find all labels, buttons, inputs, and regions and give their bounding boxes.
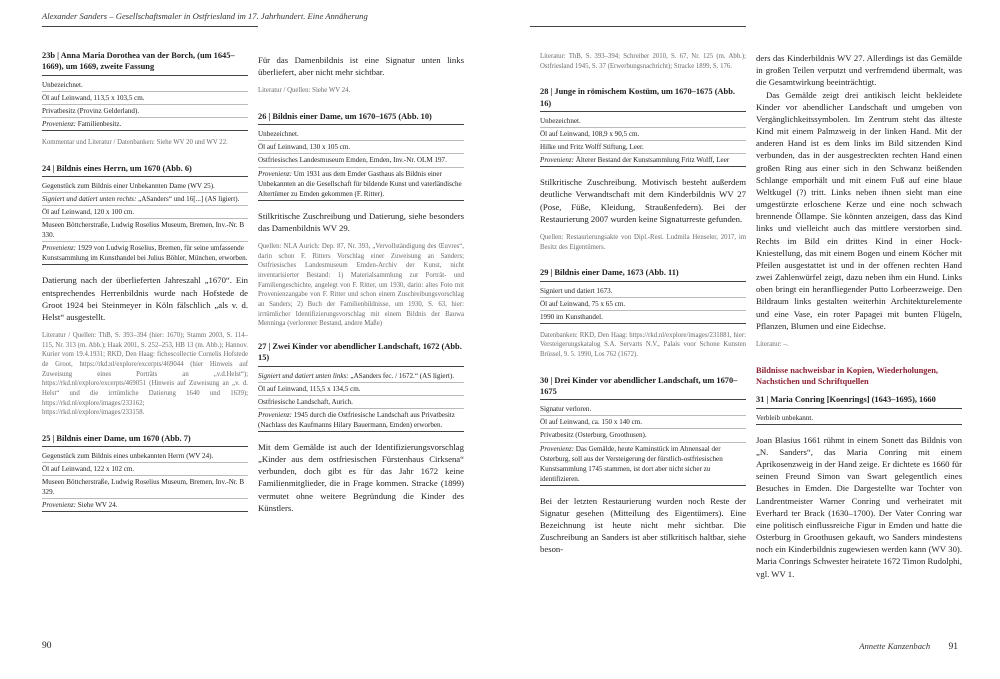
entry-29-title: 29 | Bildnis einer Dame, 1673 (Abb. 11) <box>540 267 746 281</box>
field-value: Älterer Bestand der Kunstsammlung Fritz Wolff, Leer <box>574 156 730 165</box>
entry-field <box>42 193 248 206</box>
column-1 <box>42 50 248 512</box>
header-rule-right <box>530 26 746 27</box>
field-label: Signiert und datiert unten rechts: <box>42 194 137 203</box>
entry-field: Gegenstück zum Bildnis eines unbekannten Herrn (WV 24). <box>42 450 248 463</box>
entry-24-title: 24 | Bildnis eines Herrn, um 1670 (Abb. 6) <box>42 163 248 177</box>
entry-field: Öl auf Leinwand, 130 x 105 cm. <box>258 141 464 154</box>
field-label: Provenienz: <box>42 501 77 510</box>
entry-field: Unbezeichnet. <box>540 115 746 128</box>
entry-field <box>540 443 746 486</box>
field-value: Familienbesitz. <box>76 119 122 128</box>
field-label: Provenienz: <box>42 119 77 128</box>
field-label: Provenienz: <box>258 169 293 178</box>
entry-field <box>540 154 746 167</box>
body-paragraph: ders das Kinderbildnis WV 27. Allerdings ist das Gemälde in großen Teilen verputzt und verfremdend übermalt, was die Gesamtwirkung beeinträchtigt. <box>756 53 962 88</box>
body-paragraph: Bei der letzten Restaurierung wurden noch Reste der Signatur gesehen (Mitteilung des Eigentümers). Eine Bezeichnung ist heute nicht mehr sichtbar. Die Zuschreibung an Sanders ist aber stilkritisch haltbar, siehe beson- <box>540 495 746 555</box>
page-number-right: 91 <box>948 642 958 652</box>
entry-field: Signatur verloren. <box>540 403 746 416</box>
literature-note: Literatur / Quellen: ThB, S. 393–394 (hier: 1670); Stamm 2003, S. 114–115, Nr. 313 (m. Abb.); Haak 2001, S. 252–253, HB 13 (m. Abb.); Hannov. Kurier vom 19.4.1931; RKD, Den Haag: fichescollectie Cornelis Hofstede de Groot, https://rkd.nl/explore/excerpts/469044 (hier Hinweis auf Zuweisung eines Porträts an „v.d.Helst“); https://rkd.nl/explore/excerpts/469051 (Hinweis auf Zuweisung an „v. d. Helst“ und die irrtümliche Datierung 1640 und 1639); https://rkd.nl/explore/images/233162; https://rkd.nl/explore/images/233158. <box>42 332 248 417</box>
field-label: Provenienz: <box>258 410 293 419</box>
page-number-left: 90 <box>42 641 52 651</box>
column-4 <box>756 52 962 588</box>
entry-field: Öl auf Leinwand, 75 x 65 cm. <box>540 298 746 311</box>
literature-note: Datenbanken: RKD, Den Haag: https://rkd.nl/explore/images/231881, hier: Versteigerungskatalog S.A. Servarts N.V., Palais voor Schone Kunsten Brüssel, 9. 5. 1990, Los 762 (1672). <box>540 331 746 358</box>
entry-25-title: 25 | Bildnis einer Dame, um 1670 (Abb. 7) <box>42 433 248 447</box>
entry-field: Öl auf Leinwand, 122 x 102 cm. <box>42 463 248 476</box>
entry-field: Verbleib unbekannt. <box>756 412 962 425</box>
entry-field <box>42 118 248 131</box>
literature-note: Quellen: Restaurierungsakte von Dipl.-Rest. Ludmila Henseler, 2017, im Besitz des Eigentümers. <box>540 233 746 251</box>
entry-field: Privatbesitz (Osterburg, Groothusen). <box>540 429 746 442</box>
entry-field <box>42 242 248 265</box>
entry-field: Unbezeichnet. <box>42 79 248 92</box>
field-value: Das Gemälde, heute Kaminstück im Ahnensaal der Osterburg, soll aus der Versteigerung der fürstlich-ostfriesischen Kunstsammlung 1745 stammen, ist dort aber nicht sicher zu identifizieren. <box>540 444 723 483</box>
entry-field: Öl auf Leinwand, 108,9 x 90,5 cm. <box>540 128 746 141</box>
literature-note: Kommentar und Literatur / Datenbanken: Siehe WV 20 und WV 22. <box>42 138 228 146</box>
body-paragraph: Das Gemälde zeigt drei antikisch leicht bekleidete Kinder vor abendlicher Landschaft und umgeben von Vergänglichkeitssymbolen. Im Zentrum steht das älteste Kind mit einem Palmzweig in der linken Hand. Mit der anderen Hand ist es dem links im Bild sitzenden Kind verbunden, das in der ausgestreckten rechten Hand einen großen Ring aus einer sich in den Schwanz beißenden Schlange emporhält und mit einem Fuß auf eine blaue Weltkugel (?) tritt. Links neben ihnen sieht man eine umgestürzte erloschene Kerze und eine noch schwach brennende Öllampe. Sie könnten anzeigen, dass das Kind links und vielleicht auch das mittlere verstorben sind. Rechts im Bild ein drittes Kind in einer Hock-Kniestellung, das mit einem Bogen und einem Köcher mit Pfeilen ausgestattet ist und in der offenen rechten Hand zwei Zahlenwürfel zeigt, dazu neben ihm ein Hund. Links oben bringt ein heranfliegender Putto Lorbeerzweige. Den Bildraum links gestalten weiterhin Architekturelemente und eine Vase, ein roter Papagei mit bunten Flügeln, Pflanzen, Blumen und eine Eidechse. <box>756 89 962 331</box>
entry-31-title: 31 | Maria Conring [Koenrings] (1643–1695), 1660 <box>756 394 962 408</box>
field-label: Provenienz: <box>540 444 575 453</box>
body-paragraph: Joan Blasius 1661 rühmt in einem Sonett das Bildnis von „N. Sanders“, das Maria Conring mit einem Aprikosenzweig in der Hand zeige. Er dichtete es 1660 für seinen Freund Simon van Swart gelegentlich eines Besuches in Emden. Die Dargestellte war Tochter von Landrentmeister Warner Conring und verheiratet mit Everhard ter Brack (1630–1700). Der Vater Conring war eine politisch einflussreiche Figur in Emden und hatte die Osterburg in Groothusen gekauft, wo Sanders mindestens noch ein Kinderbildnis zugewiesen werden kann (WV 30). Maria Conrings Schwester heiratete 1672 Timon Rudolphi, vgl. WV 1. <box>756 434 962 579</box>
column-3 <box>540 52 746 564</box>
body-paragraph: Stilkritische Zuschreibung. Motivisch besteht außerdem deutliche Verwandtschaft mit dem Kinderbildnis WV 27 (Pose, Füße, Kleidung, Straußenfedern). Bei der Restaurierung 2007 wurden keine Signaturreste gefunden. <box>540 177 746 224</box>
field-value: „ASanders fec. / 1672.“ (AS ligiert). <box>348 371 455 380</box>
field-label: Signiert und datiert unten links: <box>258 371 349 380</box>
field-value: Siehe WV 24. <box>76 501 118 510</box>
entry-field: Hilke und Fritz Wolff Stiftung, Leer. <box>540 141 746 154</box>
entry-26-title: 26 | Bildnis einer Dame, um 1670–1675 (Abb. 10) <box>258 111 464 125</box>
entry-field: Gegenstück zum Bildnis einer Unbekannten Dame (WV 25). <box>42 180 248 193</box>
entry-field: Unbezeichnet. <box>258 128 464 141</box>
entry-field <box>258 409 464 432</box>
author-name: Annette Kanzenbach <box>859 641 931 651</box>
entry-field: Öl auf Leinwand, 120 x 100 cm. <box>42 206 248 219</box>
column-2 <box>258 54 464 522</box>
literature-note: Literatur: ThB, S. 393–394; Schreiber 2010, S. 67, Nr. 125 (m. Abb.); Ostfriesland 1945, S. 37 (Erwerbungsnachricht); Stracke 1899, S. 176. <box>540 53 746 70</box>
body-paragraph: Für das Damenbildnis ist eine Signatur unten links überliefert, aber nicht mehr sichtbar. <box>258 55 464 78</box>
entry-field: Öl auf Leinwand, 115,5 x 134,5 cm. <box>258 383 464 396</box>
field-label: Provenienz: <box>42 244 77 253</box>
literature-note: Literatur / Quellen: Siehe WV 24. <box>258 87 351 95</box>
entry-field: Öl auf Leinwand, 113,5 x 103,5 cm. <box>42 92 248 105</box>
literature-note: Quellen: NLA Aurich: Dep. 87, Nr. 393, „Vervollständigung des Œuvres“, darin schon F. Ritters Vorschlag einer Zuweisung an Sanders; Ostfriesisches Landesmuseum Emden-Archiv der Kunst, nicht inventarisierter Bestand: 1) Materialsammlung zur Porträt- und Familiengeschichte, angelegt von F. Ritter, um 1930, darin: altes Foto mit Provenienzangabe von F. Ritter und schon einem Zuschreibungsvorschlag an Sanders; 2) Buch der Familienbildnisse, um 1930, S. 63, hier: irrtümlicher Identifizierungsvorschlag mit einem Bildnis der Bauwa Menninga (verlorener Bestand, andere Maße) <box>258 243 464 328</box>
body-paragraph: Datierung nach der überlieferten Jahreszahl „1670“. Ein entsprechendes Herrenbildnis wurde nach Hofstede de Groot 1924 bei Steinmeyer in Köln fälschlich „als v. d. Helst“ ausgestellt. <box>42 275 248 322</box>
field-label: Provenienz: <box>540 156 575 165</box>
entry-28-title: 28 | Junge in römischem Kostüm, um 1670–1675 (Abb. 16) <box>540 86 746 112</box>
entry-field: Museen Böttcherstraße, Ludwig Roselius Museum, Bremen, Inv.-Nr. B 329. <box>42 476 248 499</box>
entry-field: Ostfriesische Landschaft, Aurich. <box>258 396 464 409</box>
field-value: 1945 durch die Ostfriesische Landschaft aus Privatbesitz (Nachlass des Kaufmanns Hilary Bauermann, Emden) erworben. <box>258 410 455 429</box>
literature-note: Literatur: –. <box>756 340 789 348</box>
footer-right <box>859 641 958 652</box>
field-value: Um 1931 aus dem Emder Gasthaus als Bildnis einer Unbekannten an die Gesellschaft für bildende Kunst und vaterländische Altertümer zu Emden gekommen (F. Ritter). <box>258 169 462 198</box>
entry-field: Privatbesitz (Provinz Gelderland). <box>42 105 248 118</box>
field-value: „ASanders“ und 16[...] (AS ligiert). <box>136 194 240 203</box>
body-paragraph: Mit dem Gemälde ist auch der Identifizierungsvorschlag „Kinder aus dem ostfriesischen Fürstenhaus Cirksena“ verbunden, doch gibt es für das Jahr 1672 keine Familienmitglieder, die in Frage kommen. Stracke (1899) vermutet ohne weitere Begründung die Kinder des Künstlers. <box>258 441 464 513</box>
entry-field <box>42 499 248 512</box>
entry-field: Öl auf Leinwand, ca. 150 x 140 cm. <box>540 416 746 429</box>
entry-field: Signiert und datiert 1673. <box>540 285 746 298</box>
field-value: 1929 von Ludwig Roselius, Bremen, für seine umfassende Kunstsammlung im Kunsthandel bei Julius Böhler, München, erworben. <box>42 244 248 263</box>
entry-field: Museen Böttcherstraße, Ludwig Roselius Museum, Bremen, Inv.-Nr. B 330. <box>42 219 248 242</box>
header-rule-left <box>42 26 258 27</box>
entry-field <box>258 370 464 383</box>
entry-30-title: 30 | Drei Kinder vor abendlicher Landschaft, um 1670–1675 <box>540 375 746 401</box>
entry-field <box>258 168 464 201</box>
running-header: Alexander Sanders – Gesellschaftsmaler in Ostfriesland im 17. Jahrhundert. Eine Annäherung <box>42 11 368 21</box>
entry-field: Ostfriesisches Landesmuseum Emden, Emden, Inv.-Nr. OLM 197. <box>258 154 464 167</box>
body-paragraph: Stilkritische Zuschreibung und Datierung, siehe besonders das Damenbildnis WV 29. <box>258 210 464 233</box>
entry-27-title: 27 | Zwei Kinder vor abendlicher Landschaft, 1672 (Abb. 15) <box>258 341 464 367</box>
entry-23b-title: 23b | Anna Maria Dorothea van der Borch, (um 1645–1669), um 1669, zweite Fassung <box>42 50 248 76</box>
section-title: Bildnisse nachweisbar in Kopien, Wiederholungen, Nachstichen und Schriftquellen <box>756 365 938 386</box>
entry-field: 1990 im Kunsthandel. <box>540 311 746 324</box>
